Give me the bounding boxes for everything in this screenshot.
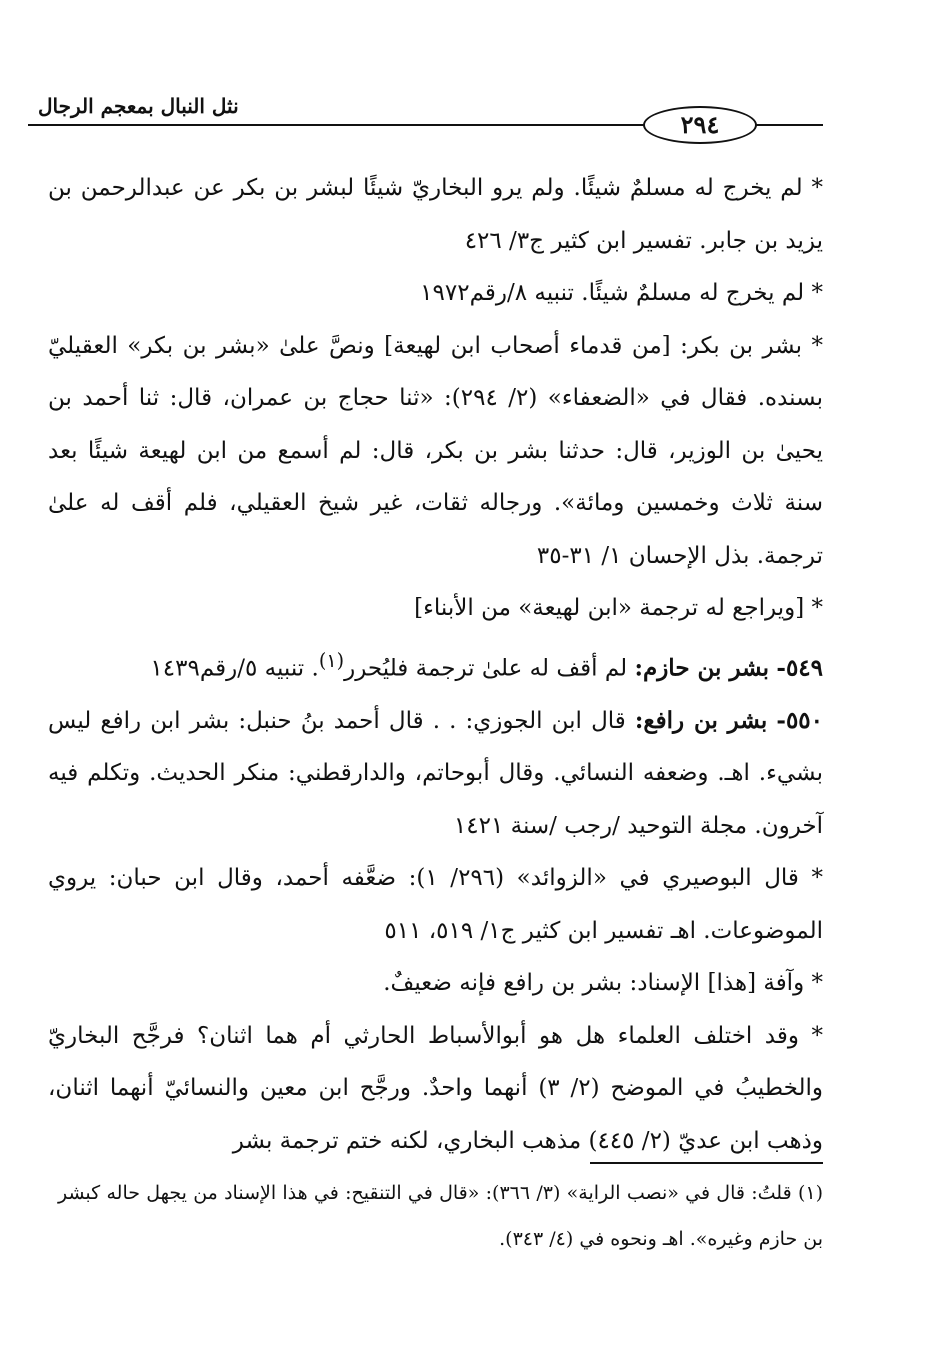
entry-number: ٥٥٠- xyxy=(776,706,824,734)
main-text xyxy=(48,162,823,1167)
page-number: ٢٩٤ xyxy=(643,106,757,144)
paragraph: * لم يخرج له مسلمٌ شيئًا. ولم يرو البخاريّ شيئًا لبشر بن بكر عن عبدالرحمن بن يزيد بن جابر. تفسير ابن كثير ج٣/ ٤٢٦ xyxy=(48,175,823,254)
running-title: نثل النبال بمعجم الرجال xyxy=(38,94,239,118)
paragraph: * وآفة [هذا] الإسناد: بشر بن رافع فإنه ضعيفٌ. xyxy=(383,970,823,997)
entry-name: بشر بن رافع: xyxy=(634,706,768,734)
paragraph: * [ويراجع له ترجمة «ابن لهيعة» من الأبناء] xyxy=(414,595,823,621)
paragraph: * لم يخرج له مسلمٌ شيئًا. تنبيه ٨/رقم١٩٧٢ xyxy=(420,280,823,306)
entry-550 xyxy=(48,695,823,853)
paragraph: * وقد اختلف العلماء هل هو أبوالأسباط الحارثي أم هما اثنان؟ فرجَّح البخاريّ والخطيبُ في الموضح (٢/ ٣) أنهما واحدٌ. ورجَّح ابن معين والنسائيّ أنهما اثنان، وذهب ابن عديّ (٢/ ٤٤٥) مذهب البخاري، لكنه ختم ترجمة بشر xyxy=(48,1022,824,1154)
footnote-rule xyxy=(590,1162,823,1164)
footnote: (١) قلتُ: قال في «نصب الراية» (٣/ ٣٦٦): «قال في التنقيح: في هذا الإسناد من يجهل حاله كبشر بن حازم وغيره». اهـ ونحوه في (٤/ ٣٤٣). xyxy=(58,1182,823,1250)
footnote-marker: (١) xyxy=(318,648,345,672)
paragraph: * بشر بن بكر: [من قدماء أصحاب ابن لهيعة] ونصَّ علىٰ «بشر بن بكر» العقيليّ بسنده. فقال في «الضعفاء» (٢/ ٢٩٤): «ثنا حجاج بن عمران، قال: ثنا أحمد بن يحيىٰ بن الوزير، قال: حدثنا بشر بن بكر، قال: لم أسمع من ابن لهيعة شيئًا بعد سنة ثلاث وخمسين ومائة». ورجاله ثقات، غير شيخ العقيلي، فلم أقف له علىٰ ترجمة. بذل الإحسان ١/ ٣١-٣٥ xyxy=(48,332,823,569)
entry-number: ٥٤٩- xyxy=(776,654,823,682)
entry-549 xyxy=(48,635,823,695)
entry-text: . تنبيه ٥/رقم١٤٣٩ xyxy=(150,655,319,682)
paragraph: * قال البوصيري في «الزوائد» (٢٩٦/ ١): ضعَّفه أحمد، وقال ابن حبان: يروي الموضوعات. اهـ تفسير ابن كثير ج١/ ٥١٩، ٥١١ xyxy=(48,865,823,944)
entry-name: بشر بن حازم: xyxy=(634,654,770,682)
entry-text: لم أقف له علىٰ ترجمة فليُحرر xyxy=(344,655,628,682)
entry-text: قال ابن الجوزي: . . قال أحمد بنُ حنبل: بشر ابن رافع ليس بشيء. اهـ. وضعفه النسائي. وقال أبوحاتم، والدارقطني: منكر الحديث. وتكلم فيه آخرون. مجلة التوحيد /رجب /سنة ١٤٢١ xyxy=(48,707,823,839)
page-header xyxy=(28,88,823,148)
footnotes xyxy=(58,1170,823,1262)
